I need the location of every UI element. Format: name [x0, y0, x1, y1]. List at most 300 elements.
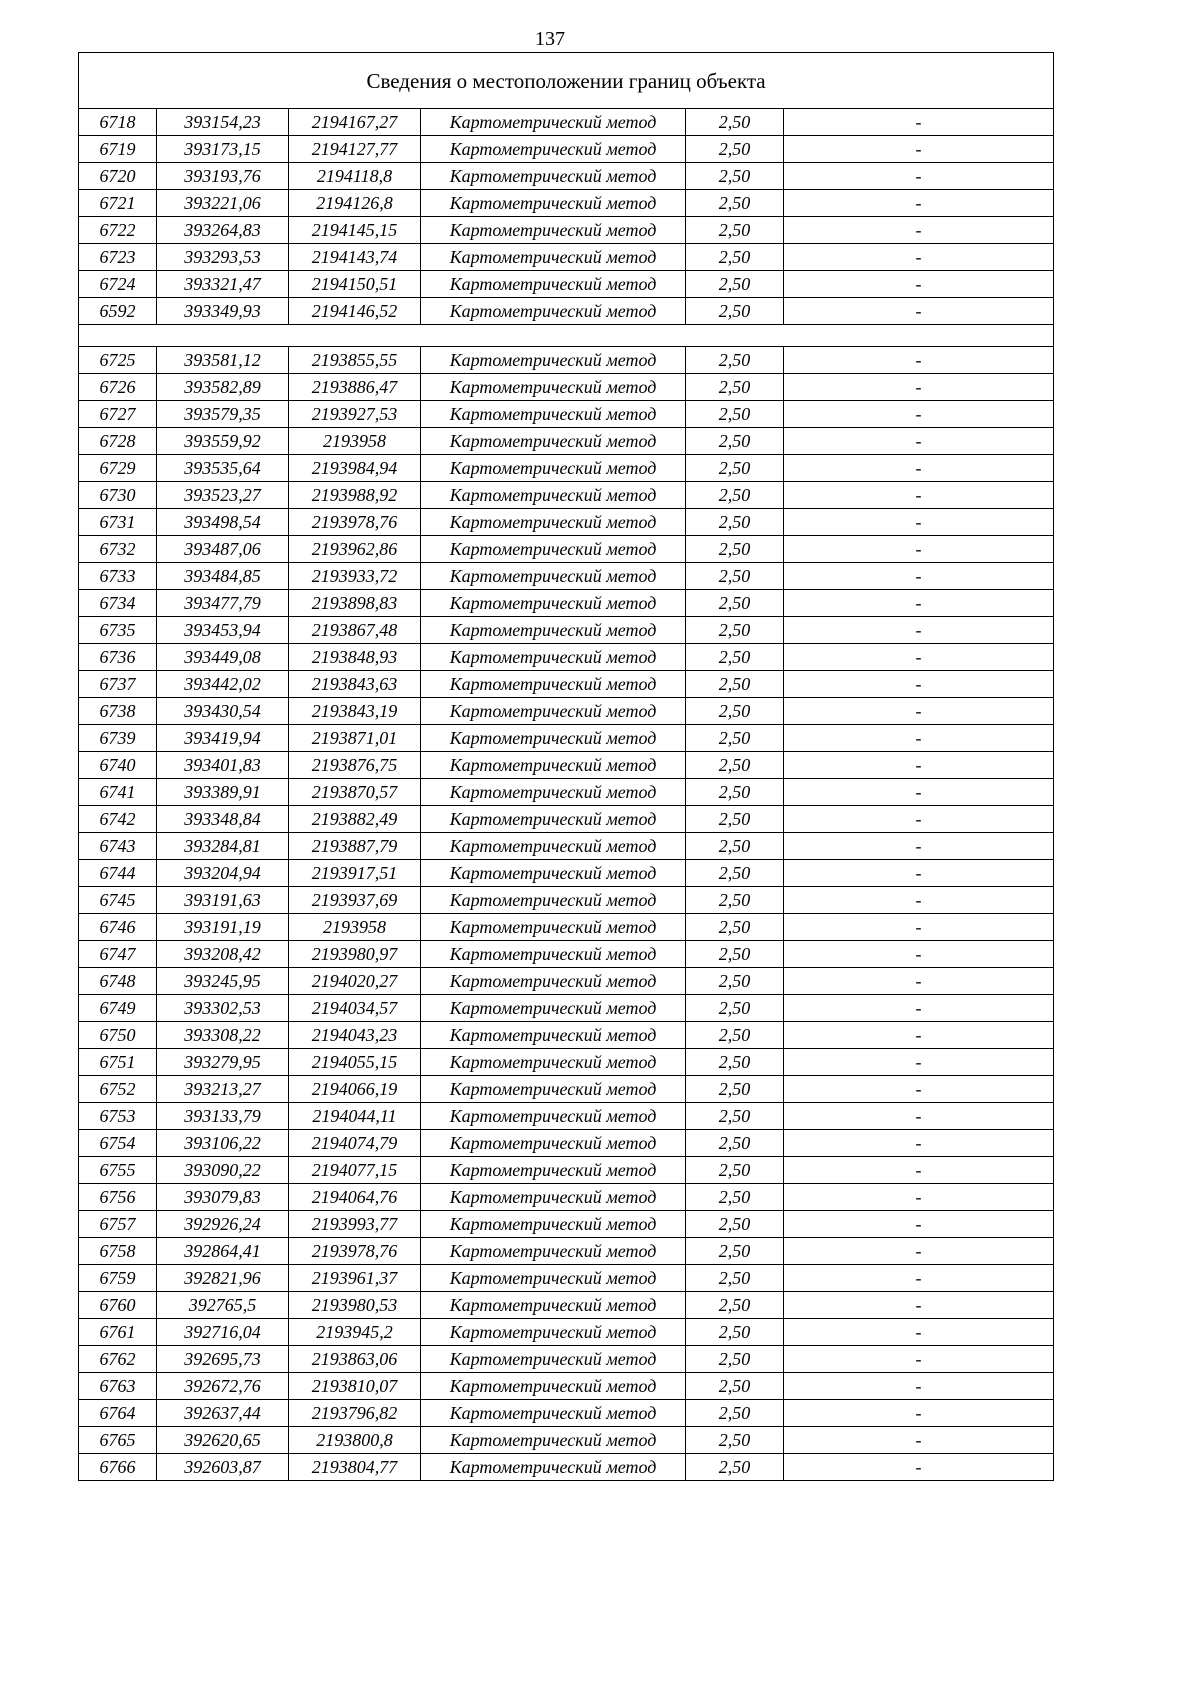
accuracy-cell: 2,50 [686, 1265, 784, 1292]
method-cell: Картометрический метод [421, 1454, 686, 1481]
point-number-cell: 6725 [79, 347, 157, 374]
method-cell: Картометрический метод [421, 536, 686, 563]
table-row [79, 298, 1054, 325]
table-header-row [79, 53, 1054, 109]
table-row [79, 428, 1054, 455]
accuracy-cell: 2,50 [686, 163, 784, 190]
accuracy-cell: 2,50 [686, 1103, 784, 1130]
method-cell: Картометрический метод [421, 752, 686, 779]
accuracy-cell: 2,50 [686, 725, 784, 752]
table-row [79, 671, 1054, 698]
table-row [79, 271, 1054, 298]
y-coordinate-cell: 2194118,8 [289, 163, 421, 190]
description-cell: - [784, 217, 1054, 244]
method-cell: Картометрический метод [421, 428, 686, 455]
table-row [79, 1184, 1054, 1211]
point-number-cell: 6735 [79, 617, 157, 644]
y-coordinate-cell: 2193980,53 [289, 1292, 421, 1319]
y-coordinate-cell: 2193917,51 [289, 860, 421, 887]
method-cell: Картометрический метод [421, 1022, 686, 1049]
accuracy-cell: 2,50 [686, 1427, 784, 1454]
y-coordinate-cell: 2193867,48 [289, 617, 421, 644]
description-cell: - [784, 244, 1054, 271]
description-cell: - [784, 1346, 1054, 1373]
description-cell: - [784, 914, 1054, 941]
x-coordinate-cell: 392637,44 [157, 1400, 289, 1427]
table-row [79, 244, 1054, 271]
x-coordinate-cell: 392926,24 [157, 1211, 289, 1238]
description-cell: - [784, 1238, 1054, 1265]
method-cell: Картометрический метод [421, 347, 686, 374]
table-row [79, 109, 1054, 136]
point-number-cell: 6743 [79, 833, 157, 860]
point-number-cell: 6738 [79, 698, 157, 725]
table-row [79, 698, 1054, 725]
accuracy-cell: 2,50 [686, 968, 784, 995]
x-coordinate-cell: 393498,54 [157, 509, 289, 536]
description-cell: - [784, 1400, 1054, 1427]
accuracy-cell: 2,50 [686, 109, 784, 136]
description-cell: - [784, 1319, 1054, 1346]
point-number-cell: 6728 [79, 428, 157, 455]
description-cell: - [784, 374, 1054, 401]
table-row [79, 1049, 1054, 1076]
description-cell: - [784, 941, 1054, 968]
description-cell: - [784, 271, 1054, 298]
method-cell: Картометрический метод [421, 1211, 686, 1238]
page-number: 137 [535, 28, 565, 50]
point-number-cell: 6740 [79, 752, 157, 779]
y-coordinate-cell: 2194043,23 [289, 1022, 421, 1049]
x-coordinate-cell: 393279,95 [157, 1049, 289, 1076]
point-number-cell: 6761 [79, 1319, 157, 1346]
table-row [79, 1292, 1054, 1319]
description-cell: - [784, 1022, 1054, 1049]
x-coordinate-cell: 393264,83 [157, 217, 289, 244]
method-cell: Картометрический метод [421, 806, 686, 833]
accuracy-cell: 2,50 [686, 644, 784, 671]
description-cell: - [784, 698, 1054, 725]
description-cell: - [784, 617, 1054, 644]
x-coordinate-cell: 393204,94 [157, 860, 289, 887]
point-number-cell: 6765 [79, 1427, 157, 1454]
method-cell: Картометрический метод [421, 1427, 686, 1454]
table-row [79, 941, 1054, 968]
x-coordinate-cell: 393579,35 [157, 401, 289, 428]
method-cell: Картометрический метод [421, 1130, 686, 1157]
y-coordinate-cell: 2194127,77 [289, 136, 421, 163]
method-cell: Картометрический метод [421, 590, 686, 617]
table-row [79, 1427, 1054, 1454]
method-cell: Картометрический метод [421, 244, 686, 271]
accuracy-cell: 2,50 [686, 563, 784, 590]
point-number-cell: 6759 [79, 1265, 157, 1292]
method-cell: Картометрический метод [421, 271, 686, 298]
method-cell: Картометрический метод [421, 887, 686, 914]
description-cell: - [784, 779, 1054, 806]
accuracy-cell: 2,50 [686, 374, 784, 401]
group-separator-row [79, 325, 1054, 347]
accuracy-cell: 2,50 [686, 1319, 784, 1346]
method-cell: Картометрический метод [421, 163, 686, 190]
x-coordinate-cell: 393245,95 [157, 968, 289, 995]
method-cell: Картометрический метод [421, 968, 686, 995]
accuracy-cell: 2,50 [686, 860, 784, 887]
method-cell: Картометрический метод [421, 298, 686, 325]
accuracy-cell: 2,50 [686, 887, 784, 914]
description-cell: - [784, 725, 1054, 752]
method-cell: Картометрический метод [421, 671, 686, 698]
description-cell: - [784, 806, 1054, 833]
x-coordinate-cell: 392672,76 [157, 1373, 289, 1400]
description-cell: - [784, 590, 1054, 617]
table-row [79, 163, 1054, 190]
accuracy-cell: 2,50 [686, 482, 784, 509]
point-number-cell: 6592 [79, 298, 157, 325]
y-coordinate-cell: 2193848,93 [289, 644, 421, 671]
x-coordinate-cell: 393401,83 [157, 752, 289, 779]
y-coordinate-cell: 2193804,77 [289, 1454, 421, 1481]
x-coordinate-cell: 393173,15 [157, 136, 289, 163]
y-coordinate-cell: 2194066,19 [289, 1076, 421, 1103]
y-coordinate-cell: 2193993,77 [289, 1211, 421, 1238]
table-row [79, 1211, 1054, 1238]
point-number-cell: 6718 [79, 109, 157, 136]
description-cell: - [784, 190, 1054, 217]
accuracy-cell: 2,50 [686, 779, 784, 806]
table-row [79, 347, 1054, 374]
method-cell: Картометрический метод [421, 995, 686, 1022]
description-cell: - [784, 1427, 1054, 1454]
x-coordinate-cell: 393293,53 [157, 244, 289, 271]
accuracy-cell: 2,50 [686, 1454, 784, 1481]
x-coordinate-cell: 393430,54 [157, 698, 289, 725]
method-cell: Картометрический метод [421, 482, 686, 509]
description-cell: - [784, 752, 1054, 779]
description-cell: - [784, 428, 1054, 455]
point-number-cell: 6763 [79, 1373, 157, 1400]
table-row [79, 190, 1054, 217]
x-coordinate-cell: 392864,41 [157, 1238, 289, 1265]
method-cell: Картометрический метод [421, 698, 686, 725]
point-number-cell: 6751 [79, 1049, 157, 1076]
y-coordinate-cell: 2194143,74 [289, 244, 421, 271]
description-cell: - [784, 509, 1054, 536]
method-cell: Картометрический метод [421, 1076, 686, 1103]
table-row [79, 725, 1054, 752]
point-number-cell: 6746 [79, 914, 157, 941]
point-number-cell: 6742 [79, 806, 157, 833]
method-cell: Картометрический метод [421, 1346, 686, 1373]
x-coordinate-cell: 393079,83 [157, 1184, 289, 1211]
method-cell: Картометрический метод [421, 833, 686, 860]
x-coordinate-cell: 393535,64 [157, 455, 289, 482]
point-number-cell: 6732 [79, 536, 157, 563]
point-number-cell: 6755 [79, 1157, 157, 1184]
method-cell: Картометрический метод [421, 1400, 686, 1427]
point-number-cell: 6724 [79, 271, 157, 298]
table-row [79, 1157, 1054, 1184]
point-number-cell: 6734 [79, 590, 157, 617]
description-cell: - [784, 1157, 1054, 1184]
description-cell: - [784, 1454, 1054, 1481]
x-coordinate-cell: 393221,06 [157, 190, 289, 217]
description-cell: - [784, 1076, 1054, 1103]
x-coordinate-cell: 392620,65 [157, 1427, 289, 1454]
x-coordinate-cell: 393348,84 [157, 806, 289, 833]
x-coordinate-cell: 393484,85 [157, 563, 289, 590]
method-cell: Картометрический метод [421, 1238, 686, 1265]
x-coordinate-cell: 393453,94 [157, 617, 289, 644]
x-coordinate-cell: 393321,47 [157, 271, 289, 298]
accuracy-cell: 2,50 [686, 806, 784, 833]
table-row [79, 617, 1054, 644]
description-cell: - [784, 563, 1054, 590]
y-coordinate-cell: 2193988,92 [289, 482, 421, 509]
accuracy-cell: 2,50 [686, 455, 784, 482]
x-coordinate-cell: 393442,02 [157, 671, 289, 698]
method-cell: Картометрический метод [421, 1265, 686, 1292]
x-coordinate-cell: 392603,87 [157, 1454, 289, 1481]
description-cell: - [784, 1184, 1054, 1211]
table-row [79, 401, 1054, 428]
accuracy-cell: 2,50 [686, 1022, 784, 1049]
table-row [79, 1238, 1054, 1265]
y-coordinate-cell: 2193863,06 [289, 1346, 421, 1373]
y-coordinate-cell: 2193871,01 [289, 725, 421, 752]
point-number-cell: 6758 [79, 1238, 157, 1265]
description-cell: - [784, 860, 1054, 887]
description-cell: - [784, 887, 1054, 914]
x-coordinate-cell: 393154,23 [157, 109, 289, 136]
accuracy-cell: 2,50 [686, 671, 784, 698]
table-row [79, 563, 1054, 590]
accuracy-cell: 2,50 [686, 590, 784, 617]
table-row [79, 1265, 1054, 1292]
y-coordinate-cell: 2193800,8 [289, 1427, 421, 1454]
description-cell: - [784, 401, 1054, 428]
y-coordinate-cell: 2193980,97 [289, 941, 421, 968]
accuracy-cell: 2,50 [686, 617, 784, 644]
description-cell: - [784, 163, 1054, 190]
accuracy-cell: 2,50 [686, 1076, 784, 1103]
accuracy-cell: 2,50 [686, 1346, 784, 1373]
x-coordinate-cell: 393106,22 [157, 1130, 289, 1157]
table-row [79, 536, 1054, 563]
description-cell: - [784, 109, 1054, 136]
point-number-cell: 6752 [79, 1076, 157, 1103]
point-number-cell: 6750 [79, 1022, 157, 1049]
boundary-table [78, 52, 1054, 1481]
y-coordinate-cell: 2193958 [289, 914, 421, 941]
y-coordinate-cell: 2193796,82 [289, 1400, 421, 1427]
description-cell: - [784, 455, 1054, 482]
description-cell: - [784, 1373, 1054, 1400]
description-cell: - [784, 1049, 1054, 1076]
point-number-cell: 6753 [79, 1103, 157, 1130]
method-cell: Картометрический метод [421, 1373, 686, 1400]
point-number-cell: 6744 [79, 860, 157, 887]
method-cell: Картометрический метод [421, 725, 686, 752]
description-cell: - [784, 1103, 1054, 1130]
x-coordinate-cell: 393302,53 [157, 995, 289, 1022]
description-cell: - [784, 1265, 1054, 1292]
method-cell: Картометрический метод [421, 1157, 686, 1184]
method-cell: Картометрический метод [421, 455, 686, 482]
y-coordinate-cell: 2194055,15 [289, 1049, 421, 1076]
description-cell: - [784, 482, 1054, 509]
description-cell: - [784, 136, 1054, 163]
y-coordinate-cell: 2193887,79 [289, 833, 421, 860]
x-coordinate-cell: 393487,06 [157, 536, 289, 563]
point-number-cell: 6721 [79, 190, 157, 217]
point-number-cell: 6723 [79, 244, 157, 271]
x-coordinate-cell: 393090,22 [157, 1157, 289, 1184]
y-coordinate-cell: 2193882,49 [289, 806, 421, 833]
table-row [79, 1076, 1054, 1103]
y-coordinate-cell: 2193978,76 [289, 509, 421, 536]
description-cell: - [784, 671, 1054, 698]
method-cell: Картометрический метод [421, 1292, 686, 1319]
table-row [79, 887, 1054, 914]
point-number-cell: 6766 [79, 1454, 157, 1481]
table-row [79, 374, 1054, 401]
x-coordinate-cell: 393191,19 [157, 914, 289, 941]
y-coordinate-cell: 2194074,79 [289, 1130, 421, 1157]
method-cell: Картометрический метод [421, 217, 686, 244]
accuracy-cell: 2,50 [686, 271, 784, 298]
x-coordinate-cell: 393308,22 [157, 1022, 289, 1049]
y-coordinate-cell: 2193898,83 [289, 590, 421, 617]
x-coordinate-cell: 393191,63 [157, 887, 289, 914]
description-cell: - [784, 968, 1054, 995]
method-cell: Картометрический метод [421, 190, 686, 217]
method-cell: Картометрический метод [421, 563, 686, 590]
point-number-cell: 6722 [79, 217, 157, 244]
x-coordinate-cell: 393284,81 [157, 833, 289, 860]
y-coordinate-cell: 2193855,55 [289, 347, 421, 374]
x-coordinate-cell: 393213,27 [157, 1076, 289, 1103]
point-number-cell: 6736 [79, 644, 157, 671]
x-coordinate-cell: 393523,27 [157, 482, 289, 509]
table-row [79, 995, 1054, 1022]
accuracy-cell: 2,50 [686, 833, 784, 860]
y-coordinate-cell: 2194167,27 [289, 109, 421, 136]
y-coordinate-cell: 2193962,86 [289, 536, 421, 563]
y-coordinate-cell: 2194044,11 [289, 1103, 421, 1130]
description-cell: - [784, 1211, 1054, 1238]
y-coordinate-cell: 2193958 [289, 428, 421, 455]
table-row [79, 1373, 1054, 1400]
accuracy-cell: 2,50 [686, 1292, 784, 1319]
description-cell: - [784, 833, 1054, 860]
accuracy-cell: 2,50 [686, 941, 784, 968]
y-coordinate-cell: 2194145,15 [289, 217, 421, 244]
x-coordinate-cell: 393349,93 [157, 298, 289, 325]
accuracy-cell: 2,50 [686, 995, 784, 1022]
accuracy-cell: 2,50 [686, 1157, 784, 1184]
y-coordinate-cell: 2193937,69 [289, 887, 421, 914]
y-coordinate-cell: 2194020,27 [289, 968, 421, 995]
accuracy-cell: 2,50 [686, 752, 784, 779]
table-row [79, 1319, 1054, 1346]
accuracy-cell: 2,50 [686, 347, 784, 374]
table-row [79, 1346, 1054, 1373]
y-coordinate-cell: 2194077,15 [289, 1157, 421, 1184]
accuracy-cell: 2,50 [686, 217, 784, 244]
table-row [79, 590, 1054, 617]
description-cell: - [784, 644, 1054, 671]
table-row [79, 1022, 1054, 1049]
y-coordinate-cell: 2193945,2 [289, 1319, 421, 1346]
accuracy-cell: 2,50 [686, 509, 784, 536]
x-coordinate-cell: 393477,79 [157, 590, 289, 617]
description-cell: - [784, 347, 1054, 374]
method-cell: Картометрический метод [421, 1319, 686, 1346]
x-coordinate-cell: 392716,04 [157, 1319, 289, 1346]
y-coordinate-cell: 2194034,57 [289, 995, 421, 1022]
accuracy-cell: 2,50 [686, 401, 784, 428]
point-number-cell: 6733 [79, 563, 157, 590]
accuracy-cell: 2,50 [686, 1211, 784, 1238]
x-coordinate-cell: 392821,96 [157, 1265, 289, 1292]
method-cell: Картометрический метод [421, 509, 686, 536]
x-coordinate-cell: 392695,73 [157, 1346, 289, 1373]
x-coordinate-cell: 393193,76 [157, 163, 289, 190]
point-number-cell: 6757 [79, 1211, 157, 1238]
point-number-cell: 6731 [79, 509, 157, 536]
table-row [79, 509, 1054, 536]
point-number-cell: 6730 [79, 482, 157, 509]
description-cell: - [784, 536, 1054, 563]
point-number-cell: 6764 [79, 1400, 157, 1427]
method-cell: Картометрический метод [421, 941, 686, 968]
accuracy-cell: 2,50 [686, 1130, 784, 1157]
method-cell: Картометрический метод [421, 644, 686, 671]
y-coordinate-cell: 2193843,19 [289, 698, 421, 725]
accuracy-cell: 2,50 [686, 244, 784, 271]
point-number-cell: 6745 [79, 887, 157, 914]
table-row [79, 136, 1054, 163]
description-cell: - [784, 1292, 1054, 1319]
method-cell: Картометрический метод [421, 1103, 686, 1130]
point-number-cell: 6737 [79, 671, 157, 698]
y-coordinate-cell: 2194146,52 [289, 298, 421, 325]
x-coordinate-cell: 393582,89 [157, 374, 289, 401]
accuracy-cell: 2,50 [686, 1049, 784, 1076]
point-number-cell: 6720 [79, 163, 157, 190]
accuracy-cell: 2,50 [686, 1238, 784, 1265]
table-row [79, 1400, 1054, 1427]
table-row [79, 833, 1054, 860]
table-row [79, 968, 1054, 995]
method-cell: Картометрический метод [421, 401, 686, 428]
x-coordinate-cell: 393581,12 [157, 347, 289, 374]
table-row [79, 806, 1054, 833]
method-cell: Картометрический метод [421, 109, 686, 136]
x-coordinate-cell: 392765,5 [157, 1292, 289, 1319]
table-row [79, 455, 1054, 482]
accuracy-cell: 2,50 [686, 298, 784, 325]
separator-cell [79, 325, 1054, 347]
y-coordinate-cell: 2193886,47 [289, 374, 421, 401]
table-row [79, 779, 1054, 806]
point-number-cell: 6719 [79, 136, 157, 163]
method-cell: Картометрический метод [421, 617, 686, 644]
accuracy-cell: 2,50 [686, 428, 784, 455]
table-row [79, 914, 1054, 941]
x-coordinate-cell: 393559,92 [157, 428, 289, 455]
